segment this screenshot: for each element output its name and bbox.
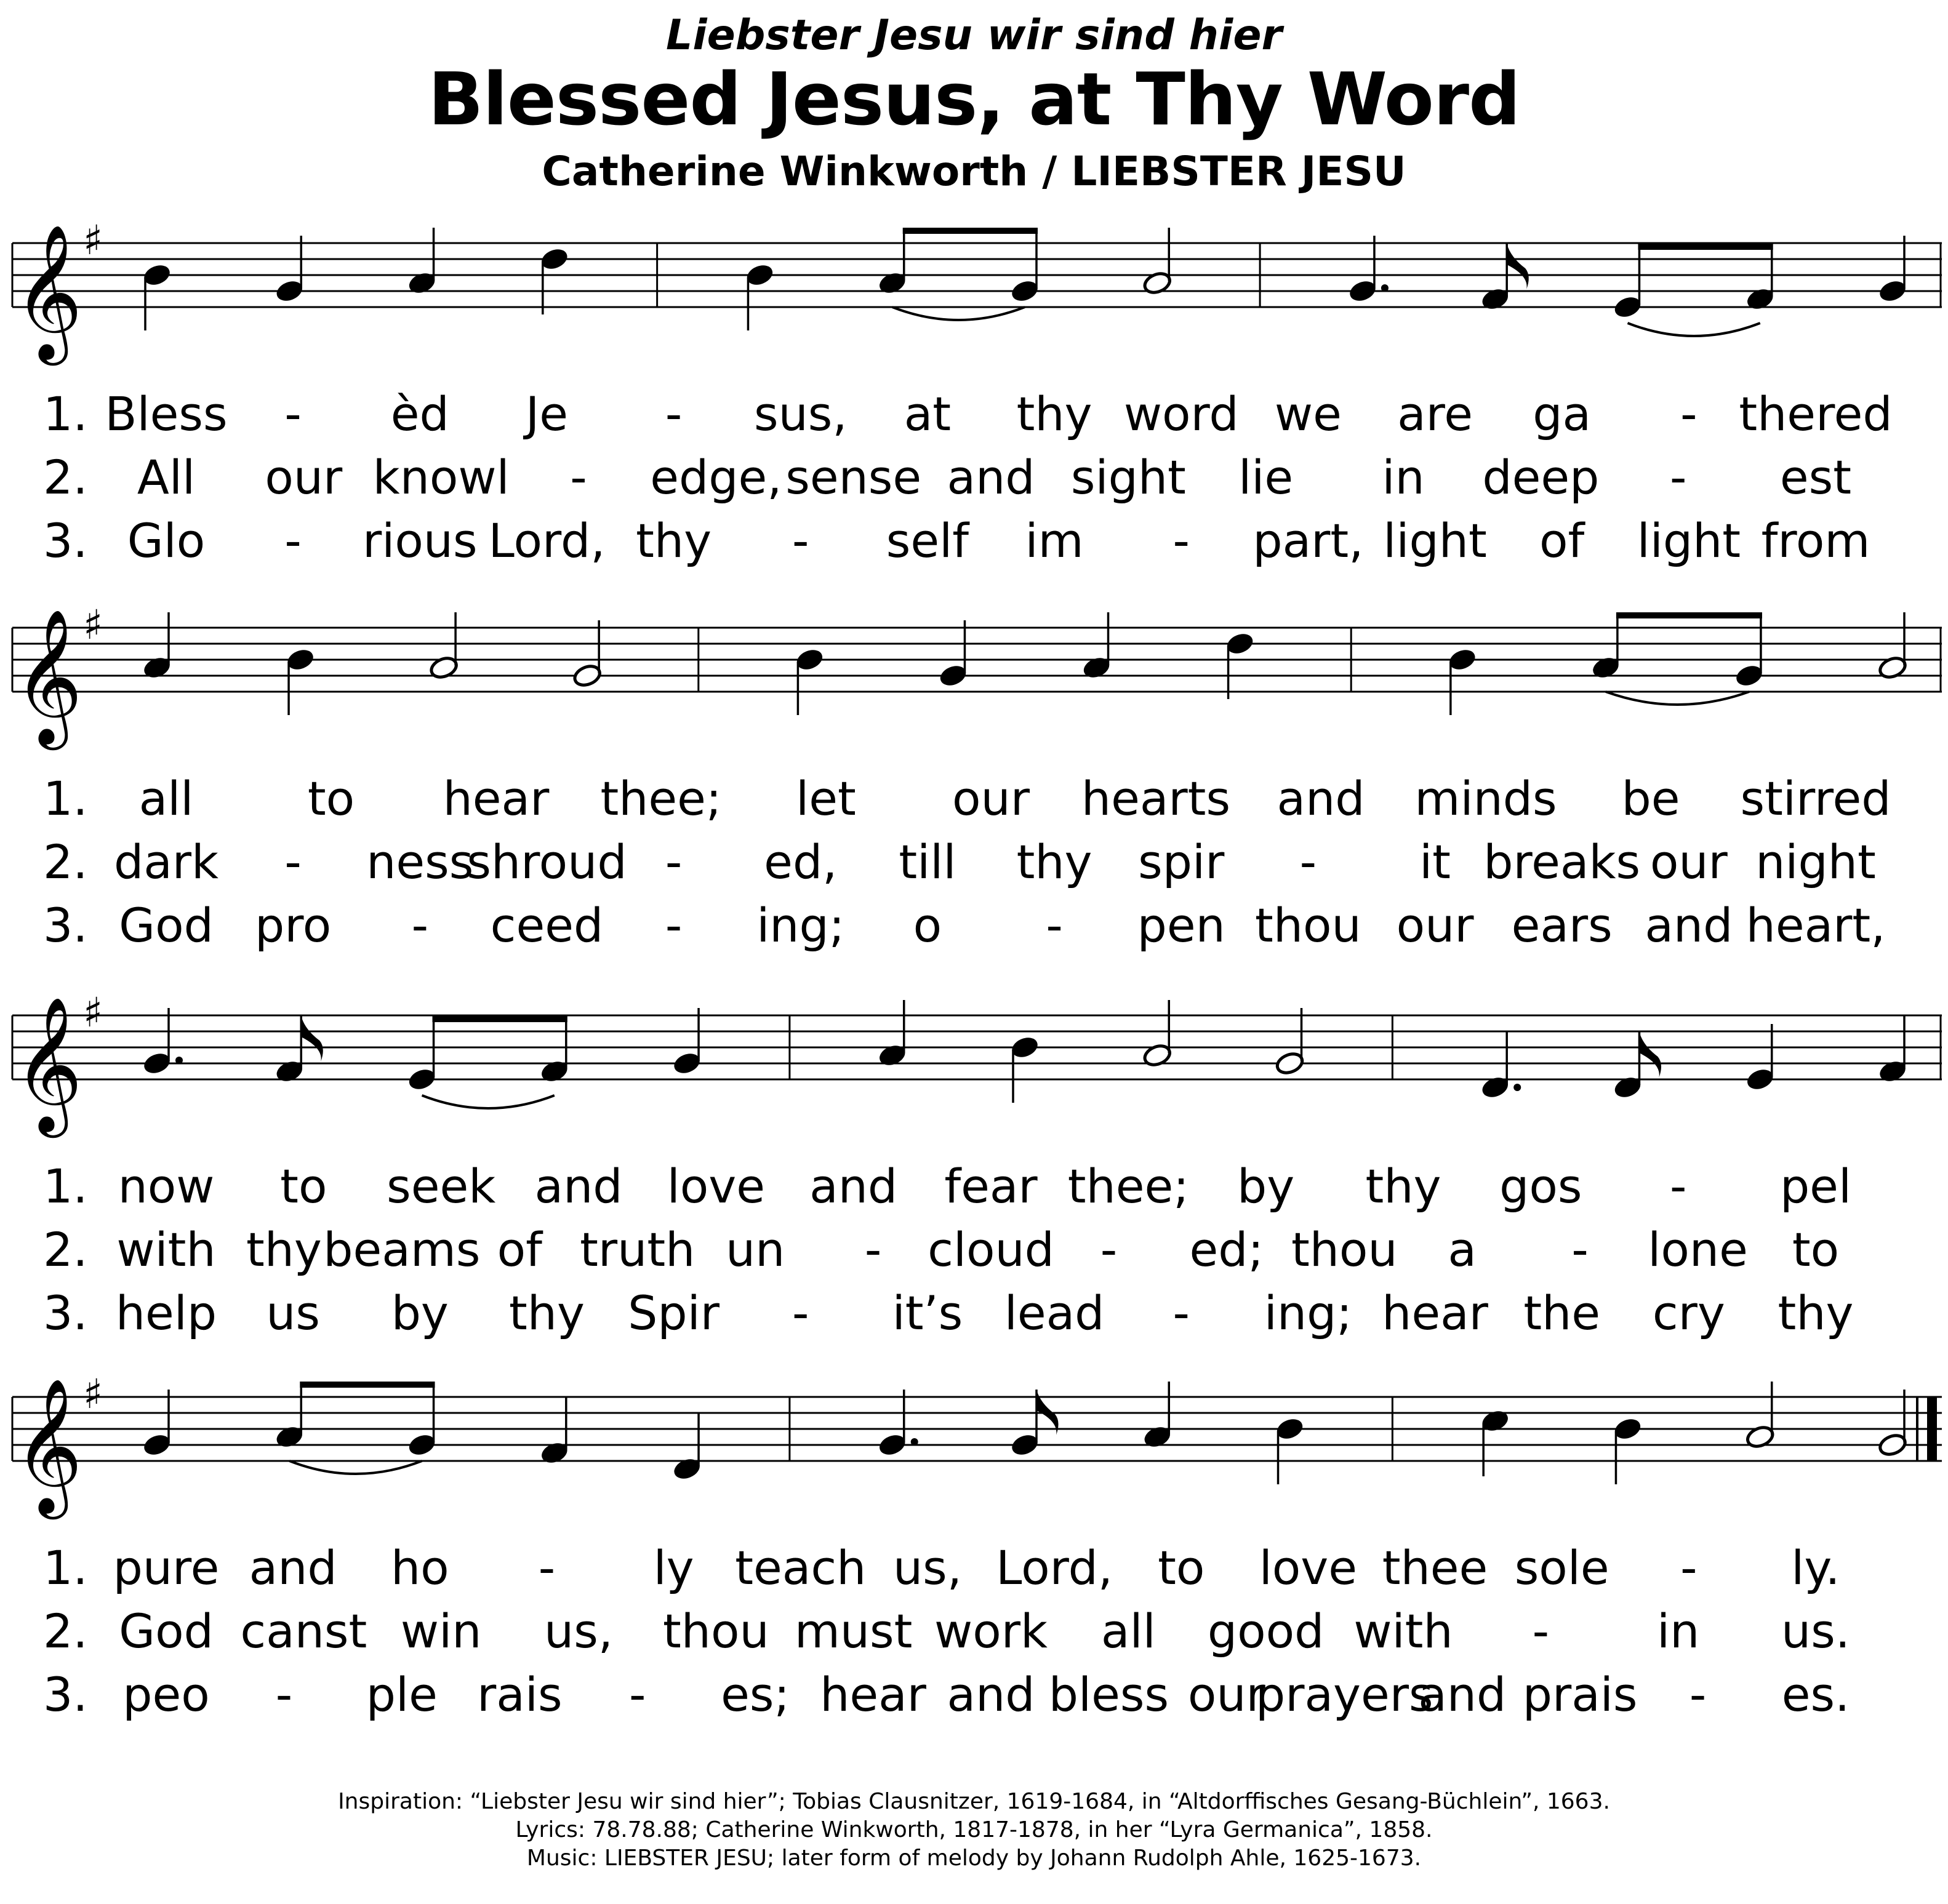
- lyric-syllable: thou: [1255, 898, 1361, 953]
- lyric-syllable: thee;: [600, 771, 722, 826]
- beam: [1638, 244, 1773, 250]
- lyric-syllable: it: [1419, 834, 1451, 889]
- lyric-syllable: pen: [1137, 898, 1225, 953]
- lyric-syllable: sense: [785, 450, 922, 505]
- lyric-hyphen: -: [665, 386, 683, 441]
- verse-number: 1.: [43, 1540, 88, 1595]
- lyric-syllable: ness: [366, 834, 474, 889]
- lyric-hyphen: -: [411, 898, 429, 953]
- lyric-syllable: light: [1637, 513, 1741, 568]
- lyric-syllable: lead: [1004, 1286, 1105, 1340]
- lyric-syllable: part,: [1253, 513, 1364, 568]
- credit-lyrics: Lyrics: 78.78.88; Catherine Winkworth, 1817-1878, in her “Lyra Germanica”, 1858.: [515, 1817, 1433, 1842]
- lyric-syllable: gos: [1499, 1159, 1582, 1214]
- lyric-syllable: our: [1649, 834, 1728, 889]
- lyric-hyphen: -: [284, 513, 302, 568]
- lyric-syllable: ears: [1511, 898, 1613, 953]
- lyric-syllable: let: [796, 771, 856, 826]
- lyric-syllable: with: [116, 1222, 216, 1277]
- lyric-syllable: hearts: [1081, 771, 1231, 826]
- lyric-syllable: thy: [1365, 1159, 1441, 1214]
- staff-svg: [0, 942, 1948, 1132]
- lyric-hyphen: -: [864, 1222, 882, 1277]
- lyric-hyphen: -: [1680, 1540, 1697, 1595]
- key-signature-sharp-icon: ♯: [83, 1370, 103, 1418]
- lyric-hyphen: -: [792, 1286, 809, 1340]
- lyric-syllable: by: [1237, 1159, 1295, 1214]
- augmentation-dot: [1381, 284, 1389, 292]
- lyric-syllable: work: [934, 1604, 1048, 1658]
- lyric-syllable: thy: [508, 1286, 585, 1340]
- lyric-syllable: ed;: [1189, 1222, 1264, 1277]
- lyric-syllable: be: [1621, 771, 1680, 826]
- lyric-syllable: to: [307, 771, 355, 826]
- lyric-syllable: sus,: [754, 386, 848, 441]
- lyric-syllable: thy: [1016, 386, 1092, 441]
- lyric-hyphen: -: [284, 386, 302, 441]
- lyric-syllable: spir: [1138, 834, 1225, 889]
- lyric-syllable: and: [249, 1540, 337, 1595]
- lyric-syllable: Lord,: [996, 1540, 1113, 1595]
- lyric-syllable: hear: [1382, 1286, 1488, 1340]
- lyric-syllable: hear: [820, 1667, 926, 1722]
- credits-footer: [0, 1788, 1948, 1873]
- slur: [1606, 692, 1749, 705]
- slur: [289, 1461, 422, 1474]
- lyric-syllable: win: [400, 1604, 482, 1658]
- staff-system: [0, 169, 1948, 568]
- lyric-syllable: Bless: [105, 386, 228, 441]
- lyric-syllable: ing;: [1264, 1286, 1352, 1340]
- lyric-syllable: our: [265, 450, 343, 505]
- lyric-syllable: pel: [1779, 1159, 1852, 1214]
- credit-music: Music: LIEBSTER JESU; later form of melody by Johann Rudolph Ahle, 1625-1673.: [526, 1846, 1422, 1871]
- slur: [892, 307, 1025, 320]
- lyric-syllable: thee: [1382, 1540, 1488, 1595]
- lyric-syllable: stirred: [1740, 771, 1891, 826]
- lyric-syllable: by: [391, 1286, 449, 1340]
- lyric-syllable: est: [1779, 450, 1852, 505]
- lyric-syllable: shroud: [467, 834, 627, 889]
- lyric-syllable: and: [1418, 1667, 1507, 1722]
- lyric-syllable: Lord,: [488, 513, 606, 568]
- lyric-hyphen: -: [1046, 898, 1063, 953]
- lyric-syllable: All: [137, 450, 196, 505]
- lyric-syllable: breaks: [1483, 834, 1641, 889]
- lyric-syllable: im: [1025, 513, 1084, 568]
- lyric-syllable: of: [497, 1222, 542, 1277]
- augmentation-dot: [175, 1057, 183, 1064]
- lyric-syllable: ing;: [756, 898, 845, 953]
- lyric-hyphen: -: [1669, 450, 1687, 505]
- lyric-syllable: prais: [1522, 1667, 1638, 1722]
- lyric-syllable: Je: [525, 386, 569, 441]
- hymn-byline: Catherine Winkworth / LIEBSTER JESU: [542, 148, 1406, 195]
- lyric-syllable: and: [947, 450, 1035, 505]
- lyric-hyphen: -: [284, 834, 302, 889]
- lyric-hyphen: -: [1680, 386, 1697, 441]
- lyric-syllable: thered: [1739, 386, 1893, 441]
- verse-number: 2.: [43, 834, 88, 889]
- lyric-syllable: love: [667, 1159, 766, 1214]
- lyric-syllable: minds: [1414, 771, 1557, 826]
- lyric-syllable: teach: [735, 1540, 867, 1595]
- beam: [1616, 612, 1762, 618]
- lyric-syllable: till: [899, 834, 956, 889]
- lyric-syllable: word: [1123, 386, 1239, 441]
- lyric-hyphen: -: [1532, 1604, 1550, 1658]
- beam: [433, 1016, 567, 1022]
- lyric-syllable: ho: [390, 1540, 449, 1595]
- lyric-syllable: us.: [1781, 1604, 1850, 1658]
- lyric-syllable: deep: [1482, 450, 1600, 505]
- augmentation-dot: [911, 1438, 918, 1446]
- verse-number: 2.: [43, 450, 88, 505]
- lyric-hyphen: -: [1689, 1667, 1707, 1722]
- lyric-syllable: are: [1397, 386, 1473, 441]
- lyric-syllable: to: [1792, 1222, 1840, 1277]
- lyric-hyphen: -: [1100, 1222, 1118, 1277]
- lyric-syllable: in: [1657, 1604, 1700, 1658]
- lyric-syllable: knowl: [372, 450, 510, 505]
- lyric-syllable: seek: [387, 1159, 496, 1214]
- lyric-syllable: fear: [944, 1159, 1038, 1214]
- lyric-syllable: pure: [113, 1540, 220, 1595]
- eighth-flag: [301, 1016, 323, 1062]
- verse-number: 3.: [43, 1286, 88, 1340]
- lyric-syllable: Glo: [127, 513, 206, 568]
- lyric-syllable: and: [809, 1159, 898, 1214]
- lyric-syllable: ple: [366, 1667, 438, 1722]
- staff-svg: [0, 169, 1948, 359]
- hymn-title: Blessed Jesus, at Thy Word: [428, 57, 1520, 142]
- lyric-syllable: our: [952, 771, 1030, 826]
- lyric-syllable: es;: [721, 1667, 790, 1722]
- lyric-syllable: sight: [1070, 450, 1186, 505]
- treble-clef-icon: 𝄞: [14, 1377, 83, 1513]
- key-signature-sharp-icon: ♯: [83, 601, 103, 649]
- lyric-syllable: edge,: [650, 450, 782, 505]
- lyric-syllable: rious: [362, 513, 478, 568]
- eighth-flag: [1639, 1032, 1661, 1078]
- lyric-syllable: and: [1645, 898, 1733, 953]
- augmentation-dot: [1513, 1084, 1521, 1091]
- lyric-syllable: a: [1448, 1222, 1477, 1277]
- lyric-syllable: from: [1761, 513, 1870, 568]
- lyric-syllable: Spir: [628, 1286, 720, 1340]
- lyric-syllable: peo: [122, 1667, 210, 1722]
- lyric-syllable: in: [1382, 450, 1425, 505]
- lyric-syllable: thy: [246, 1222, 322, 1277]
- lyric-syllable: ly: [653, 1540, 694, 1595]
- lyric-syllable: love: [1259, 1540, 1358, 1595]
- slur: [1627, 323, 1760, 336]
- final-barline-thick: [1927, 1397, 1937, 1461]
- lyric-syllable: un: [725, 1222, 785, 1277]
- lyric-syllable: ceed: [490, 898, 604, 953]
- staff-svg: [0, 1323, 1948, 1513]
- lyric-syllable: rais: [477, 1667, 563, 1722]
- lyric-syllable: with: [1353, 1604, 1453, 1658]
- lyric-hyphen: -: [1172, 1286, 1190, 1340]
- lyric-syllable: thou: [663, 1604, 769, 1658]
- verse-number: 1.: [43, 771, 88, 826]
- lyric-syllable: ed,: [764, 834, 838, 889]
- lyric-hyphen: -: [1172, 513, 1190, 568]
- lyric-syllable: èd: [390, 386, 449, 441]
- lyric-syllable: all: [138, 771, 194, 826]
- staff-system: [0, 1323, 1948, 1722]
- treble-clef-icon: 𝄞: [14, 608, 83, 744]
- lyric-syllable: thou: [1291, 1222, 1398, 1277]
- verse-number: 3.: [43, 513, 88, 568]
- lyric-hyphen: -: [570, 450, 587, 505]
- lyric-syllable: at: [904, 386, 952, 441]
- staff-system: [0, 942, 1948, 1340]
- treble-clef-icon: 𝄞: [14, 996, 83, 1132]
- staff-system: [0, 554, 1948, 953]
- lyric-hyphen: -: [665, 834, 683, 889]
- lyric-syllable: truth: [580, 1222, 695, 1277]
- verse-number: 2.: [43, 1604, 88, 1658]
- lyric-hyphen: -: [792, 513, 809, 568]
- lyric-syllable: and: [1277, 771, 1365, 826]
- lyric-syllable: prayers: [1255, 1667, 1433, 1722]
- lyric-syllable: to: [280, 1159, 327, 1214]
- verse-number: 2.: [43, 1222, 88, 1277]
- hymn-subtitle: Liebster Jesu wir sind hier: [666, 11, 1282, 60]
- lyric-syllable: of: [1539, 513, 1585, 568]
- lyric-syllable: thy: [636, 513, 712, 568]
- lyric-syllable: God: [119, 898, 214, 953]
- lyric-hyphen: -: [1669, 1159, 1687, 1214]
- lyric-syllable: thy: [1778, 1286, 1854, 1340]
- lyric-syllable: bless: [1048, 1667, 1169, 1722]
- lyric-syllable: heart,: [1746, 898, 1886, 953]
- lyric-syllable: it’s: [892, 1286, 963, 1340]
- lyric-syllable: us,: [892, 1540, 962, 1595]
- lyric-syllable: cloud: [928, 1222, 1054, 1277]
- lyric-hyphen: -: [1299, 834, 1317, 889]
- lyric-syllable: night: [1755, 834, 1876, 889]
- lyric-syllable: our: [1187, 1667, 1265, 1722]
- lyric-syllable: good: [1207, 1604, 1325, 1658]
- lyric-hyphen: -: [275, 1667, 293, 1722]
- lyric-syllable: canst: [240, 1604, 367, 1658]
- lyric-syllable: now: [118, 1159, 215, 1214]
- lyric-syllable: lie: [1238, 450, 1294, 505]
- lyric-syllable: and: [534, 1159, 623, 1214]
- staff-svg: [0, 554, 1948, 744]
- treble-clef-icon: 𝄞: [14, 223, 83, 359]
- lyric-hyphen: -: [538, 1540, 556, 1595]
- eighth-flag: [1507, 244, 1529, 289]
- lyric-syllable: thee;: [1067, 1159, 1189, 1214]
- lyric-syllable: thy: [1016, 834, 1092, 889]
- lyric-syllable: sole: [1514, 1540, 1609, 1595]
- beam: [903, 228, 1038, 234]
- key-signature-sharp-icon: ♯: [83, 989, 103, 1036]
- lyric-syllable: cry: [1652, 1286, 1725, 1340]
- verse-number: 3.: [43, 898, 88, 953]
- lyric-syllable: us: [266, 1286, 321, 1340]
- lyric-syllable: ly.: [1791, 1540, 1840, 1595]
- lyric-syllable: dark: [113, 834, 219, 889]
- lyric-syllable: our: [1396, 898, 1474, 953]
- lyric-syllable: and: [947, 1667, 1035, 1722]
- slur: [422, 1095, 555, 1108]
- lyric-syllable: es.: [1781, 1667, 1850, 1722]
- lyric-syllable: us,: [544, 1604, 613, 1658]
- lyric-hyphen: -: [1571, 1222, 1589, 1277]
- lyric-hyphen: -: [628, 1667, 646, 1722]
- lyric-syllable: all: [1100, 1604, 1156, 1658]
- verse-number: 1.: [43, 386, 88, 441]
- credit-inspiration: Inspiration: “Liebster Jesu wir sind hier”; Tobias Clausnitzer, 1619-1684, in “Altdorffisches Gesang-Büchlein”, 1663.: [338, 1789, 1610, 1814]
- beam: [300, 1382, 435, 1388]
- lyric-syllable: ga: [1533, 386, 1592, 441]
- lyric-hyphen: -: [665, 898, 683, 953]
- lyric-syllable: beams: [323, 1222, 481, 1277]
- lyric-syllable: God: [119, 1604, 214, 1658]
- lyric-syllable: pro: [254, 898, 332, 953]
- lyric-syllable: to: [1158, 1540, 1205, 1595]
- lyric-syllable: must: [794, 1604, 913, 1658]
- key-signature-sharp-icon: ♯: [83, 217, 103, 264]
- lyric-syllable: light: [1383, 513, 1487, 568]
- lyric-syllable: hear: [443, 771, 550, 826]
- verse-number: 1.: [43, 1159, 88, 1214]
- lyric-syllable: help: [115, 1286, 217, 1340]
- lyric-syllable: self: [886, 513, 969, 568]
- lyric-syllable: we: [1274, 386, 1342, 441]
- lyric-syllable: o: [913, 898, 942, 953]
- lyric-syllable: lone: [1648, 1222, 1748, 1277]
- lyric-syllable: the: [1523, 1286, 1601, 1340]
- verse-number: 3.: [43, 1667, 88, 1722]
